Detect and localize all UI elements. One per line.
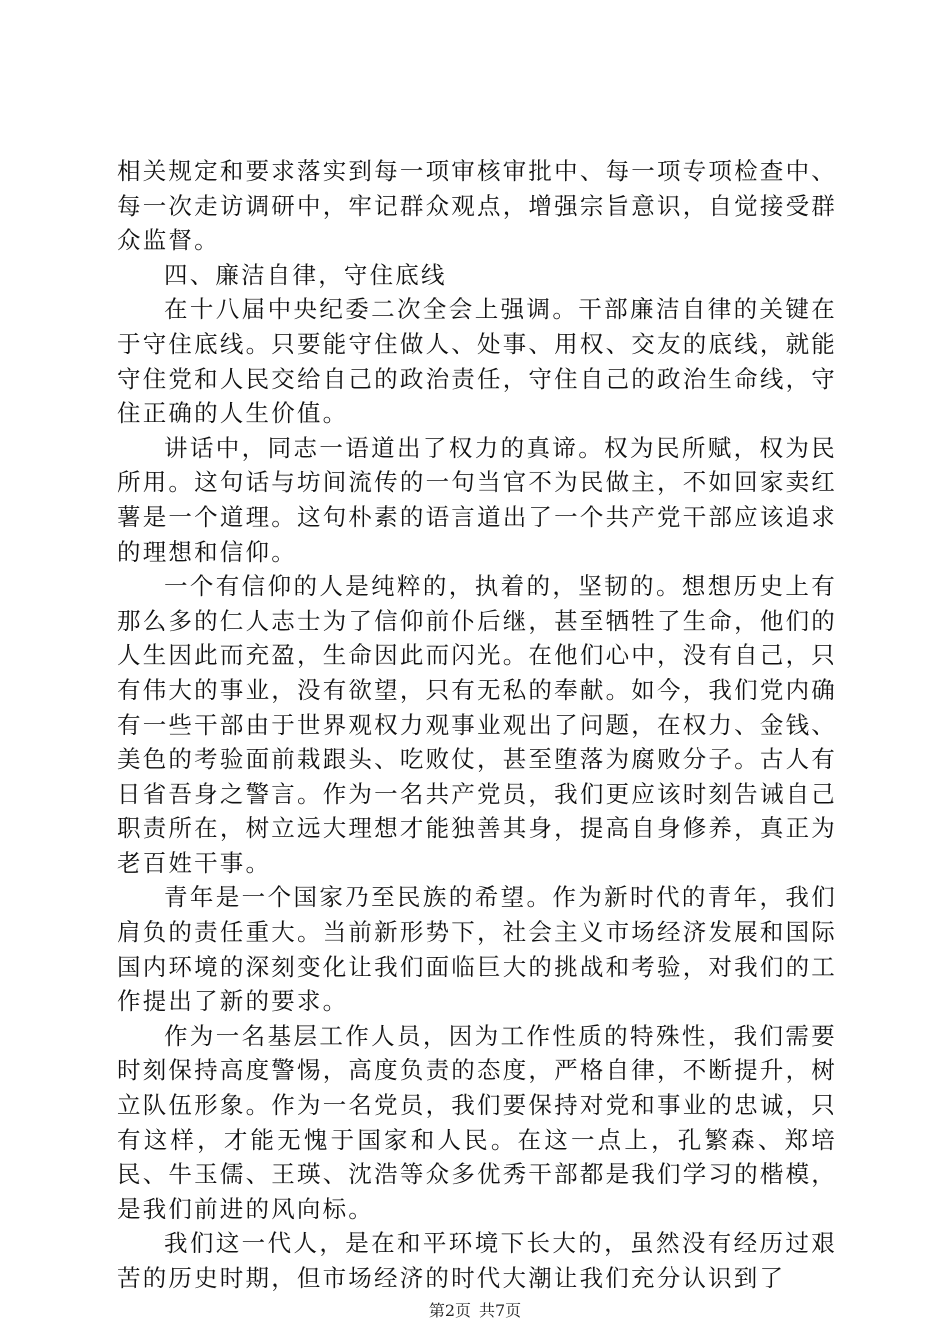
paragraph: 青年是一个国家乃至民族的希望。作为新时代的青年，我们肩负的责任重大。当前新形势下，社会主义市场经济发展和国际国内环境的深刻变化让我们面临巨大的挑战和考验，对我们的工作提出了新的要求。 [117,883,837,1016]
paragraph: 在十八届中央纪委二次全会上强调。干部廉洁自律的关键在于守住底线。只要能守住做人、处事、用权、交友的底线，就能守住党和人民交给自己的政治责任，守住自己的政治生命线，守住正确的人生价值。 [117,295,837,428]
section-heading: 四、廉洁自律，守住底线 [164,260,447,289]
document-body [117,154,837,1296]
paragraph: 我们这一代人，是在和平环境下长大的，虽然没有经历过艰苦的历史时期，但市场经济的时代大潮让我们充分认识到了 [117,1229,837,1292]
page-total: 共7页 [479,1301,522,1320]
paragraph: 一个有信仰的人是纯粹的，执着的，坚韧的。想想历史上有那么多的仁人志士为了信仰前仆后继，甚至牺牲了生命，他们的人生因此而充盈，生命因此而闪光。在他们心中，没有自己，只有伟大的事业，没有欲望，只有无私的奉献。如今，我们党内确有一些干部由于世界观权力观事业观出了问题，在权力、金钱、美色的考验面前栽跟头、吃败仗，甚至堕落为腐败分子。古人有日省吾身之警言。作为一名共产党员，我们更应该时刻告诫自己职责所在，树立远大理想才能独善其身，提高自身修养，真正为老百姓干事。 [117,572,837,877]
page-footer [0,1298,950,1321]
paragraph-continuation: 相关规定和要求落实到每一项审核审批中、每一项专项检查中、每一次走访调研中，牢记群众观点，增强宗旨意识，自觉接受群众监督。 [117,157,837,255]
paragraph: 讲话中，同志一语道出了权力的真谛。权为民所赋，权为民所用。这句话与坊间流传的一句当官不为民做主，不如回家卖红薯是一个道理。这句朴素的语言道出了一个共产党干部应该追求的理想和信仰。 [117,433,837,566]
paragraph: 作为一名基层工作人员，因为工作性质的特殊性，我们需要时刻保持高度警惕，高度负责的态度，严格自律，不断提升，树立队伍形象。作为一名党员，我们要保持对党和事业的忠诚，只有这样，才能无愧于国家和人民。在这一点上，孔繁森、郑培民、牛玉儒、王瑛、沈浩等众多优秀干部都是我们学习的楷模，是我们前进的风向标。 [117,1021,837,1223]
page-number: 第2页 [428,1301,471,1320]
